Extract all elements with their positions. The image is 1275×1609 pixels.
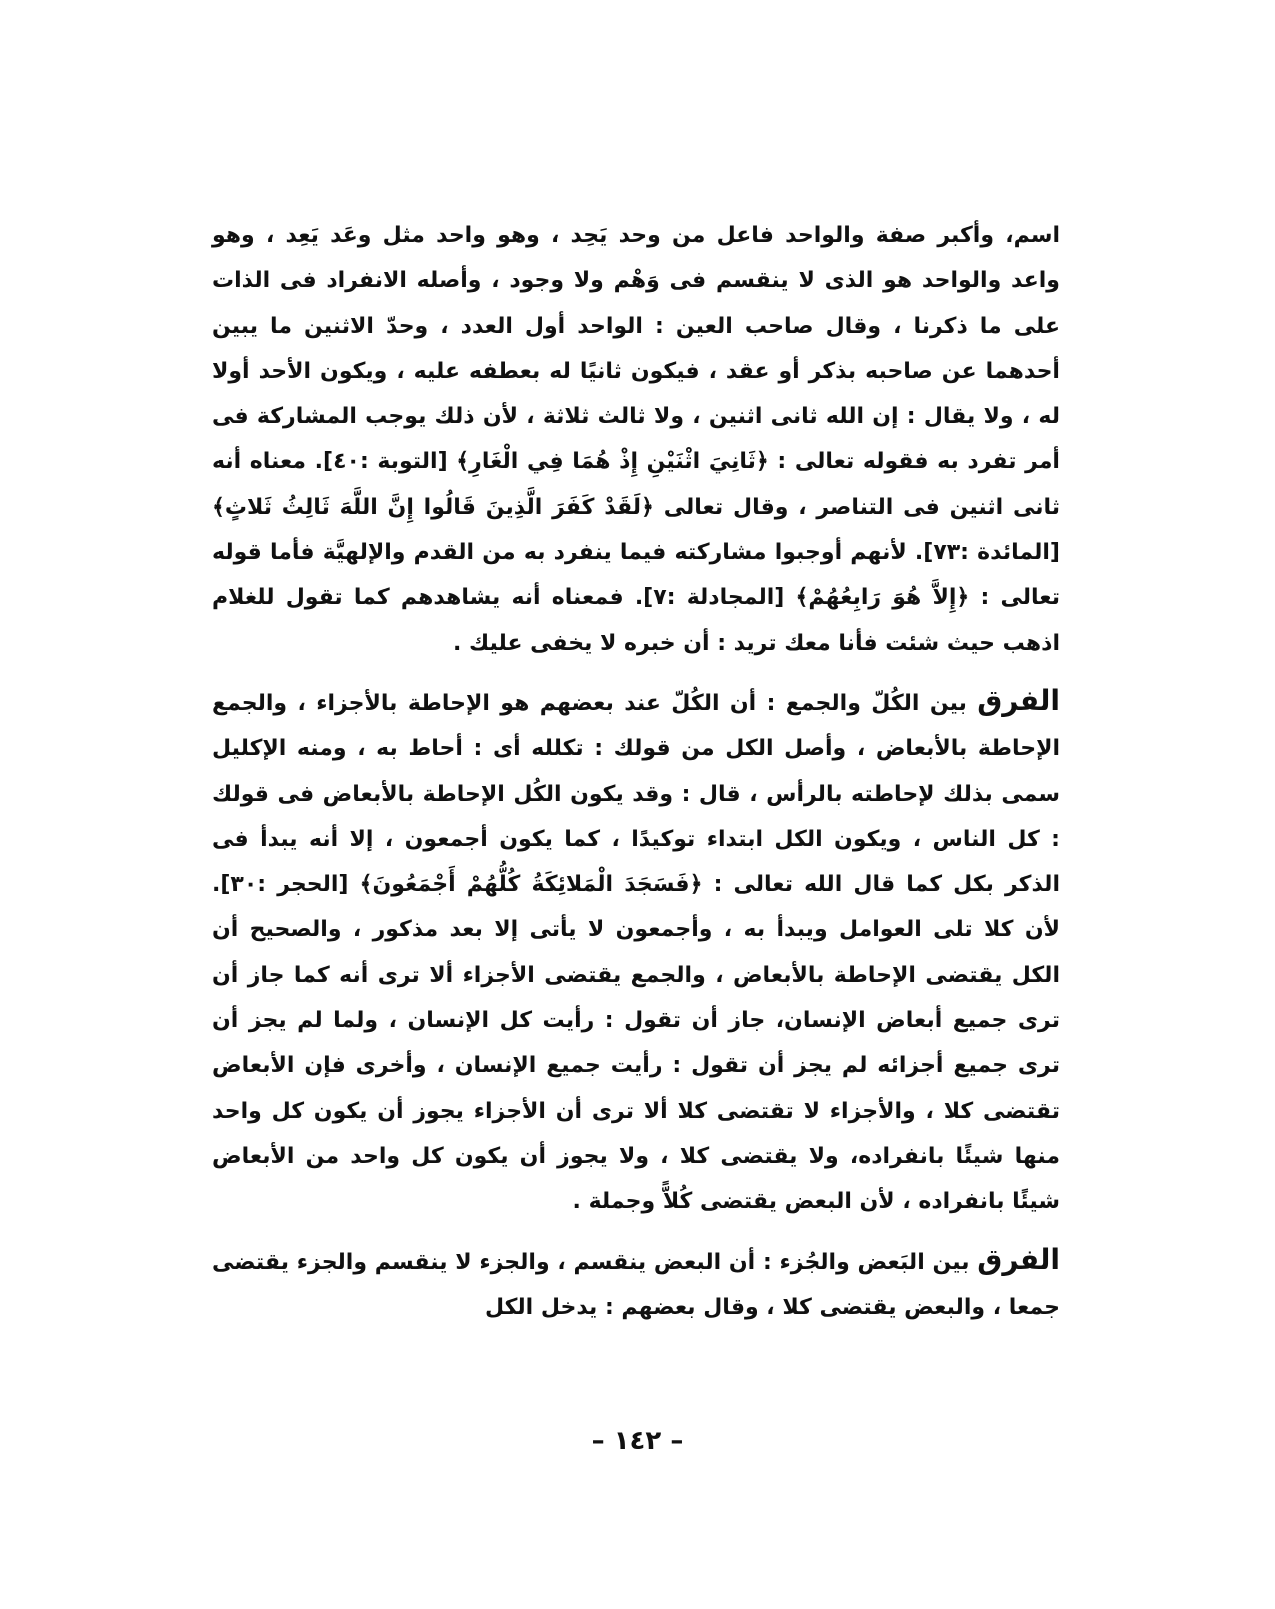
text-line: فمعناه أنه يشاهدهم كما تقول للغلام اذهب حيث شئت فأنا معك تريد : xyxy=(212,585,1060,656)
text-line: ومنه الإكليل سمى بذلك لإحاطته بالرأس ، قال : وقد يكون الكُل الإحاطة xyxy=(212,736,1060,807)
text-line: أن البعض ينقسم ، والجزء لا ينقسم xyxy=(374,1249,756,1275)
text-line: وهو واعد والواحد هو الذى لا ينقسم فى وَهْم ولا وجود ، وأصله الانفراد xyxy=(212,223,1060,294)
text-line: والجمع الإحاطة بالأبعاض ، وأصل الكل من قولك : تكلله أى : أحاط به ، xyxy=(212,690,1060,762)
text-line: الاثنين ما يبين أحدهما عن صاحبه بذكر أو عقد ، فيكون ثانيًا له بعطفه xyxy=(212,313,1060,384)
text-line: أن الكُلّ عند بعضهم هو الإحاطة بالأجزاء ، xyxy=(297,690,757,716)
text-line: فى الذات على ما ذكرنا ، وقال صاحب العين : الواحد أول العدد ، وحدّ xyxy=(212,268,1060,339)
text-line: أجمعون ، إلا أنه يبدأ فى الذكر بكل كما قال الله تعالى : ﴿فَسَجَدَ الْمَلائِكَةُ xyxy=(212,826,1060,898)
text-line: الَّذِينَ قَالُوا إِنَّ اللَّهَ ثَالِثُ ثَلاثٍ﴾ [المائدة :٧٣]. لأنهم أوجبوا مشاركته فيما xyxy=(212,494,1060,566)
text-line: شيئًا بانفراده ، لأن البعض يقتضى كُلاًّ وجملة . xyxy=(572,1189,1060,1215)
paragraph-bad-juz xyxy=(212,1237,1060,1331)
text-line: جاز أن تقول : رأيت كل الإنسان ، ولما لم يجز أن ترى جميع أجزائه لم يجز xyxy=(212,1008,1060,1079)
text-line: والجمع يقتضى الأجزاء ألا ترى أنه كما جاز أن ترى جميع أبعاض الإنسان، xyxy=(212,962,1060,1034)
text-line: عليه ، ويكون الأحد أولا له ، ولا يقال : إن الله ثانى اثنين ، ولا ثالث ثلاثة ، xyxy=(212,358,1060,430)
text-line: كُلُّهُمْ أَجْمَعُونَ﴾ [الحجر :٣٠]. لأن كلا تلى العوامل ويبدأ به ، وأجمعون لا xyxy=(212,872,1060,943)
text-line: يأتى إلا بعد مذكور ، والصحيح أن الكل يقتضى الإحاطة بالأبعاض ، xyxy=(212,917,1060,988)
text-line: لأن ذلك يوجب المشاركة فى أمر تفرد به فقوله تعالى : ﴿ثَانِيَ اثْنَيْنِ إِذْ هُمَا فِي xyxy=(212,404,1060,475)
paragraph-kull-jam xyxy=(212,678,1060,1225)
page-number: – ١٤٢ – xyxy=(591,1426,684,1456)
text-line: أن تقول : رأيت جميع الإنسان ، وأخرى فإن الأبعاض تقتضى كلا ، xyxy=(212,1053,1061,1124)
text-line: ينفرد به من القدم والإلهيَّة فأما قوله تعالى : ﴿إِلاَّ هُوَ رَابِعُهُمْ﴾ [المجادلة :٧]. xyxy=(212,540,1060,611)
text-line: والجزء يقتضى جمعا ، والبعض يقتضى كلا ، وقال بعضهم : يدخل الكل xyxy=(212,1249,1060,1320)
text-line: بالأبعاض فى قولك : كل الناس ، ويكون الكل ابتداء توكيدًا ، كما يكون xyxy=(212,781,1060,852)
section-heading-keyword: الفرق xyxy=(977,1242,1060,1276)
section-heading: بين الكُلّ والجمع : xyxy=(766,690,967,716)
text-line: أن خبره لا يخفى عليك . xyxy=(452,630,710,656)
paragraph-wahid xyxy=(212,213,1060,666)
section-heading-keyword: الفرق xyxy=(977,683,1060,717)
text-line: اسم، وأكبر صفة والواحد فاعل من وحد يَحِد ، وهو واحد مثل وعَد يَعِد ، xyxy=(265,223,1060,248)
text-line: شيئًا بانفراده، ولا يقتضى كلا ، ولا يجوز أن يكون كل واحد من الأبعاض xyxy=(212,1143,1004,1169)
section-heading: بين البَعض والجُزء : xyxy=(762,1249,970,1275)
text-line: الْغَارِ﴾ [التوبة :٤٠]. معناه أنه ثانى اثنين فى التناصر ، وقال تعالى ﴿لَقَدْ كَفَرَ xyxy=(212,449,1060,520)
text-line: والأجزاء لا تقتضى كلا ألا ترى أن الأجزاء يجوز أن يكون كل واحد منها xyxy=(212,1098,1060,1169)
body-text xyxy=(212,213,1060,1330)
